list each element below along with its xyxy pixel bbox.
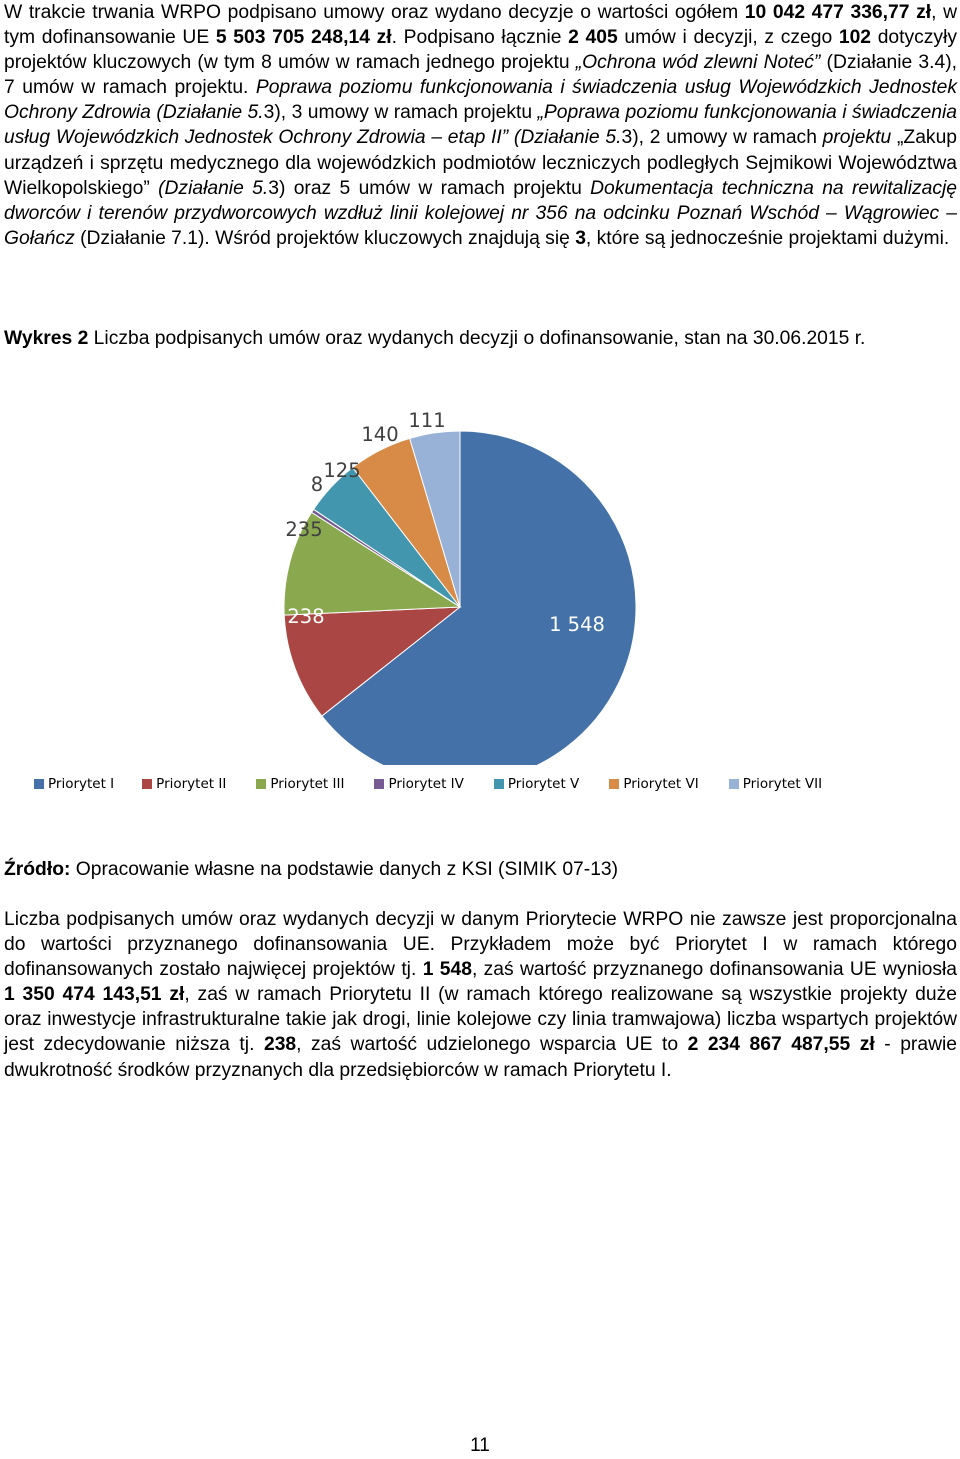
slice-label-4: 8 [310,473,324,496]
text-segment: , zaś w ramach Priorytetu II (w ramach którego realizowane są wszystkie projekty duże oraz inwestycje infrastrukturalne takie jak drogi, linie kolejowe czy linia tramwajowa) liczba wspartych projektów jest zdecydowanie niższa tj. [4,984,957,1056]
text-segment: umów i decyzji, z czego [617,27,839,49]
legend-label: Priorytet I [48,776,115,792]
chart-caption-text: Liczba podpisanych umów oraz wydanych decyzji o dofinansowanie, stan na 30.06.2015 r. [88,328,866,349]
slice-label-1: 1 548 [549,613,605,636]
legend-item [609,776,698,792]
text-segment: dotyczyły projektów kluczowych (w tym 8 umów w ramach jednego projektu [4,27,957,74]
slice-label-3: 235 [285,518,323,541]
source-text: Opracowanie własne na podstawie danych z KSI (SIMIK 07-13) [70,859,619,880]
text-segment: 2 405 [568,27,618,49]
text-segment: - prawie dwukrotność środków przyznanych dla przedsiębiorców w ramach Priorytetu I. [4,1034,958,1081]
text-segment: 2 234 867 487,55 zł [687,1034,875,1056]
analysis-paragraph [4,907,957,1083]
text-segment: 238 [263,1034,297,1056]
legend-swatch [34,779,44,789]
slice-label-2: 238 [287,605,325,628]
legend-item [34,776,114,792]
slice-label-6: 140 [361,423,399,446]
text-segment: 102 [838,27,872,49]
text-segment: , które są jednocześnie projektami dużymi. [585,227,950,249]
text-segment: projektu [822,127,897,149]
chart-legend [34,776,822,792]
legend-label: Priorytet VII [742,776,823,792]
page-number: 11 [470,1435,490,1456]
text-segment: , w tym dofinansowanie UE [4,2,958,49]
legend-item [494,776,579,792]
legend-swatch [609,779,619,789]
text-segment: (Działanie 7.1). Wśród projektów kluczowych znajdują się [74,227,576,249]
text-segment: Poprawa poziomu funkcjonowania i świadczenia usług Wojewódzkich Jednostek Ochrony Zdrowia (Działanie 5. [4,77,957,124]
legend-swatch [494,779,504,789]
text-segment: „Ochrona wód zlewni Noteć” [575,52,821,74]
chart-caption [4,326,957,351]
text-segment: 3 [575,227,586,249]
legend-swatch [729,779,739,789]
legend-item [142,776,226,792]
legend-label: Priorytet III [270,776,345,792]
slice-label-7: 111 [408,409,446,432]
pie-chart [0,385,960,765]
text-segment: Liczba podpisanych umów oraz wydanych decyzji w danym Priorytecie WRPO nie zawsze jest proporcjonalna do wartości przyznanego dofinansowania UE. Przykładem może być Priorytet I w ramach którego dofinansowanych zostało najwięcej projektów tj. [4,909,957,981]
text-segment: „Zakup urządzeń i sprzętu medycznego dla wojewódzkich podmiotów leczniczych podległych Sejmikowi Województwa Wielkopolskiego” [4,127,958,199]
intro-paragraph [4,0,957,251]
text-segment: , zaś wartość udzielonego wsparcia UE to [296,1034,688,1056]
text-segment: W trakcie trwania WRPO podpisano umowy oraz wydano decyzje o wartości ogółem [4,2,745,23]
legend-label: Priorytet V [507,776,580,792]
legend-label: Priorytet II [156,776,227,792]
text-segment: 1 548 [422,959,472,981]
text-segment: 1 350 474 143,51 zł [4,984,185,1006]
text-segment: Dokumentacja techniczna na rewitalizację dworców i terenów przydworcowych wzdłuż linii kolejowej nr 356 na odcinku Poznań Wschód – Wągrowiec – Gołańcz [4,177,957,249]
legend-item [256,776,344,792]
text-segment: (Działanie 5. [158,177,269,199]
legend-swatch [374,779,384,789]
text-segment: 10 042 477 336,77 zł [744,2,932,23]
legend-swatch [142,779,152,789]
legend-label: Priorytet VI [623,776,699,792]
legend-swatch [256,779,266,789]
legend-item [729,776,822,792]
chart-caption-label: Wykres 2 [4,328,89,349]
text-segment: 3), 3 umowy w ramach projektu [263,102,538,124]
text-segment: (Działanie 3.4), 7 umów w ramach projektu. [4,52,957,99]
legend-label: Priorytet IV [388,776,464,792]
slice-label-5: 125 [323,459,361,482]
text-segment: „Poprawa poziomu funkcjonowania i świadczenia usług Wojewódzkich Jednostek Ochrony Zdrowia – etap II” (Działanie 5. [4,102,957,149]
source-note [4,857,957,882]
text-segment: , zaś wartość przyznanego dofinansowania UE wyniosła [471,959,957,981]
source-label: Źródło: [4,859,71,880]
text-segment: 3), 2 umowy w ramach [621,127,823,149]
text-segment: 5 503 705 248,14 zł [215,27,392,49]
text-segment: . Podpisano łącznie [391,27,569,49]
text-segment: 3) oraz 5 umów w ramach projektu [268,177,591,199]
legend-item [374,776,463,792]
